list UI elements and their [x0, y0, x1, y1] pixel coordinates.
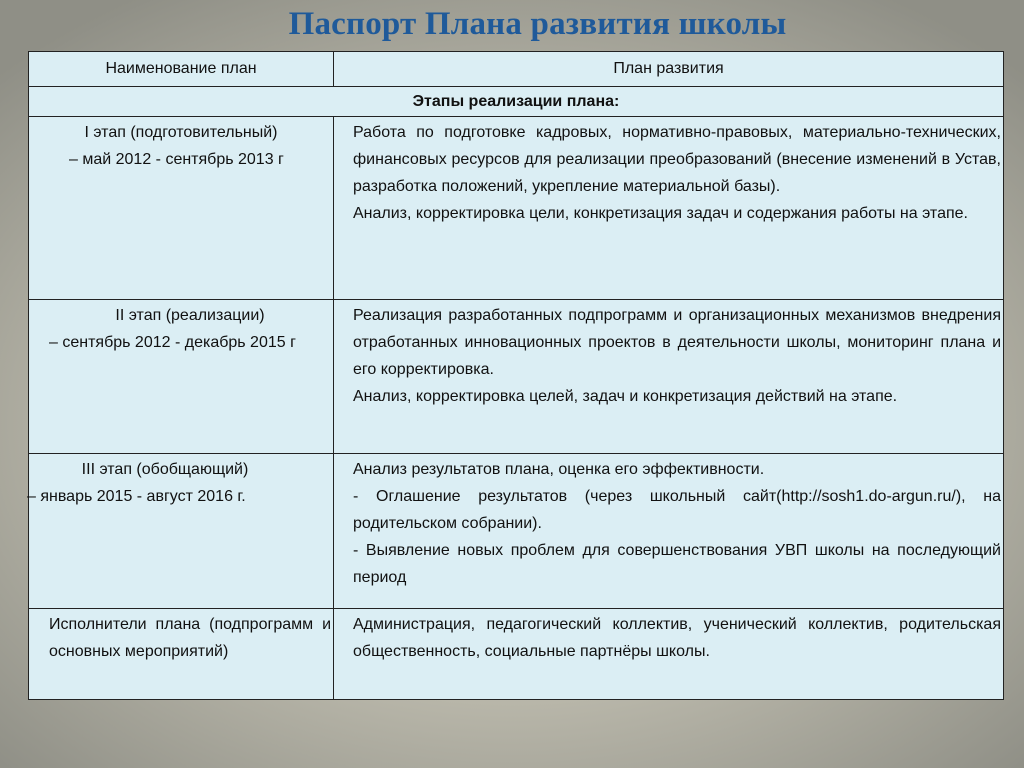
stage-paragraph: Работа по подготовке кадровых, нормативно-правовых, материально-технических, финансовых ресурсов для реализации преобразований (внесение изменений в Устав, разработка положений, укрепление материальной базы). — [353, 124, 1001, 195]
stage-content-cell — [334, 117, 1004, 300]
stage-name-cell — [29, 454, 334, 609]
stage-dates: – январь 2015 - август 2016 г. — [27, 488, 246, 505]
stage-dates: – май 2012 - сентябрь 2013 г — [69, 151, 284, 168]
header-cell-plan: План развития — [334, 52, 1004, 87]
header-cell-name: Наименование план — [29, 52, 334, 87]
executors-label: Исполнители плана (подпрограмм и основных мероприятий) — [49, 616, 331, 660]
stage-name-cell — [29, 300, 334, 454]
stage-content-cell — [334, 454, 1004, 609]
stage-paragraph: Анализ результатов плана, оценка его эффективности. — [353, 461, 765, 478]
stage-content-cell — [334, 300, 1004, 454]
executors-cell — [29, 609, 334, 700]
table-row — [29, 117, 1004, 300]
stage-paragraph: - Оглашение результатов (через школьный сайт(http://sosh1.do-argun.ru/), на родительском собрании). — [353, 488, 1001, 532]
stage-title: II этап (реализации) — [115, 307, 265, 324]
stage-paragraph: - Выявление новых проблем для совершенствования УВП школы на последующий период — [353, 542, 1001, 586]
table-row — [29, 454, 1004, 609]
stage-paragraph: Анализ, корректировка целей, задач и конкретизация действий на этапе. — [353, 388, 898, 405]
page-title: Паспорт Плана развития школы — [288, 6, 787, 42]
stage-paragraph: Анализ, корректировка цели, конкретизация задач и содержания работы на этапе. — [353, 205, 968, 222]
stage-title: I этап (подготовительный) — [84, 124, 278, 141]
table-row — [29, 300, 1004, 454]
executors-content-cell — [334, 609, 1004, 700]
stage-name-cell — [29, 117, 334, 300]
table-row — [29, 609, 1004, 700]
stages-header-cell: Этапы реализации плана: — [29, 87, 1004, 117]
stage-paragraph: Реализация разработанных подпрограмм и организационных механизмов внедрения отработанных инновационных проектов в деятельности школы, мониторинг плана и его корректировка. — [353, 307, 1001, 378]
stage-title: III этап (обобщающий) — [81, 461, 249, 478]
table-header-row — [29, 52, 1004, 87]
executors-paragraph: Администрация, педагогический коллектив, ученический коллектив, родительская общественность, социальные партнёры школы. — [353, 616, 1001, 660]
stage-dates: – сентябрь 2012 - декабрь 2015 г — [49, 334, 296, 351]
plan-passport-table — [28, 51, 1004, 700]
stages-header-row — [29, 87, 1004, 117]
